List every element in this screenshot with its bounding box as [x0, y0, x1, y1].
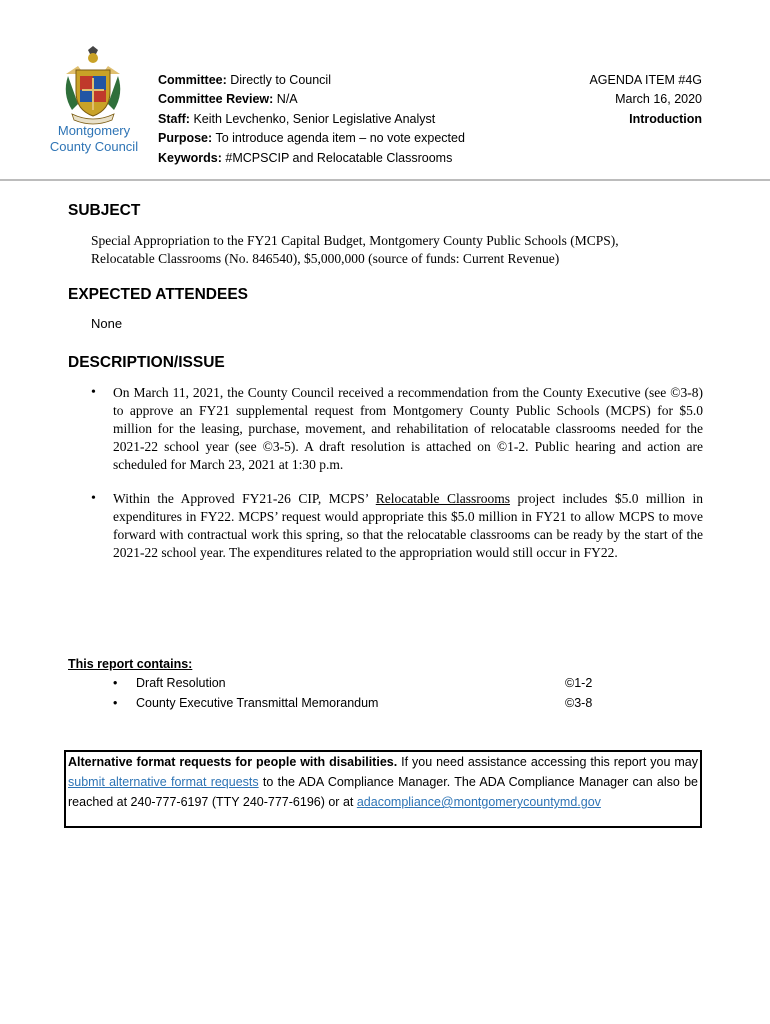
bullet-marker: •: [113, 676, 118, 690]
committee-value: Directly to Council: [230, 73, 331, 87]
ada-email-link[interactable]: adacompliance@montgomerycountymd.gov: [356, 795, 601, 809]
agenda-type: Introduction: [629, 111, 702, 126]
keywords-label: Keywords:: [158, 150, 222, 165]
alt-format-text2: to the ADA Compliance Manager. The ADA Compliance Manager can also be reached at 240-777-6197 (TTY 240-777-6196) or at: [68, 775, 699, 809]
purpose-label: Purpose:: [158, 131, 213, 146]
bullet-marker: •: [91, 491, 96, 506]
review-label: Committee Review:: [158, 92, 274, 107]
subject-line2: Relocatable Classrooms (No. 846540), $5,000,000 (source of funds: Current Revenue): [91, 251, 560, 266]
subject-text: [91, 232, 711, 268]
description-bullet-2: [113, 490, 703, 562]
org-name-line1: Montgomery: [57, 123, 131, 138]
bullet2-text-pre: Within the Approved FY21-26 CIP, MCPS’: [113, 491, 376, 506]
attendees-text: None: [91, 316, 123, 331]
committee-row: [158, 71, 465, 90]
keywords-value: #MCPSCIP and Relocatable Classrooms: [225, 150, 453, 165]
subject-heading: SUBJECT: [68, 202, 141, 219]
description-heading: DESCRIPTION/ISSUE: [68, 354, 225, 371]
bullet-marker: •: [91, 385, 96, 400]
org-name: [44, 123, 144, 155]
purpose-value: To introduce agenda item – no vote expected: [215, 131, 465, 146]
alt-format-bold: Alternative format requests for people with disabilities.: [68, 755, 398, 769]
subject-line1: Special Appropriation to the FY21 Capital Budget, Montgomery County Public Schools (MCPS),: [91, 233, 619, 248]
header-divider: [0, 179, 770, 181]
staff-label: Staff:: [158, 111, 190, 126]
contents-heading: This report contains:: [68, 657, 193, 671]
header-metadata: [158, 71, 465, 168]
attendees-heading: EXPECTED ATTENDEES: [68, 286, 248, 303]
bullet2-text-post: project includes $5.0 million in expenditures in FY22. MCPS’ request would appropriate this $5.0 million in FY21 to allow MCPS to move forward with contractual work this spring, so that the relocatable classrooms can be ready by the start of the 2021-22 school year. The expenditures related to the appropriation would still occur in FY22.: [113, 491, 703, 560]
alt-format-request-link[interactable]: submit alternative format requests: [68, 775, 259, 789]
relocatable-classrooms-link[interactable]: Relocatable Classrooms: [375, 491, 510, 506]
committee-label: Committee:: [158, 73, 227, 87]
agenda-info: [589, 71, 702, 129]
description-bullet-1: On March 11, 2021, the County Council received a recommendation from the County Executive (see ©3-8) to approve an FY21 supplemental request from Montgomery County Public Schools (MCPS) for $5.0 million for the leasing, purchase, movement, and rehabilitation of relocatable classrooms needed for the 2021-22 school year (see ©3-5). A draft resolution is attached on ©1-2. Public hearing and action are scheduled for March 23, 2021 at 1:30 p.m.: [113, 385, 703, 472]
agenda-date: March 16, 2020: [615, 92, 702, 107]
contents-item-label: Draft Resolution: [136, 676, 226, 690]
staff-value: Keith Levchenko, Senior Legislative Analyst: [193, 111, 436, 126]
org-name-line2: County Council: [49, 139, 139, 154]
alternative-format-notice: [64, 750, 702, 828]
alt-format-text1: If you need assistance accessing this report you may: [397, 755, 698, 769]
county-seal-logo: [58, 44, 128, 126]
agenda-item: AGENDA ITEM #4G: [589, 73, 702, 87]
bullet-marker: •: [113, 696, 118, 710]
review-row: [158, 90, 465, 109]
review-value: N/A: [276, 92, 298, 107]
contents-item-label: County Executive Transmittal Memorandum: [136, 696, 379, 710]
contents-item-pages: ©1-2: [565, 676, 593, 690]
keywords-row: [158, 149, 465, 168]
contents-item-pages: ©3-8: [565, 696, 593, 710]
staff-row: [158, 110, 465, 129]
purpose-row: [158, 129, 465, 148]
